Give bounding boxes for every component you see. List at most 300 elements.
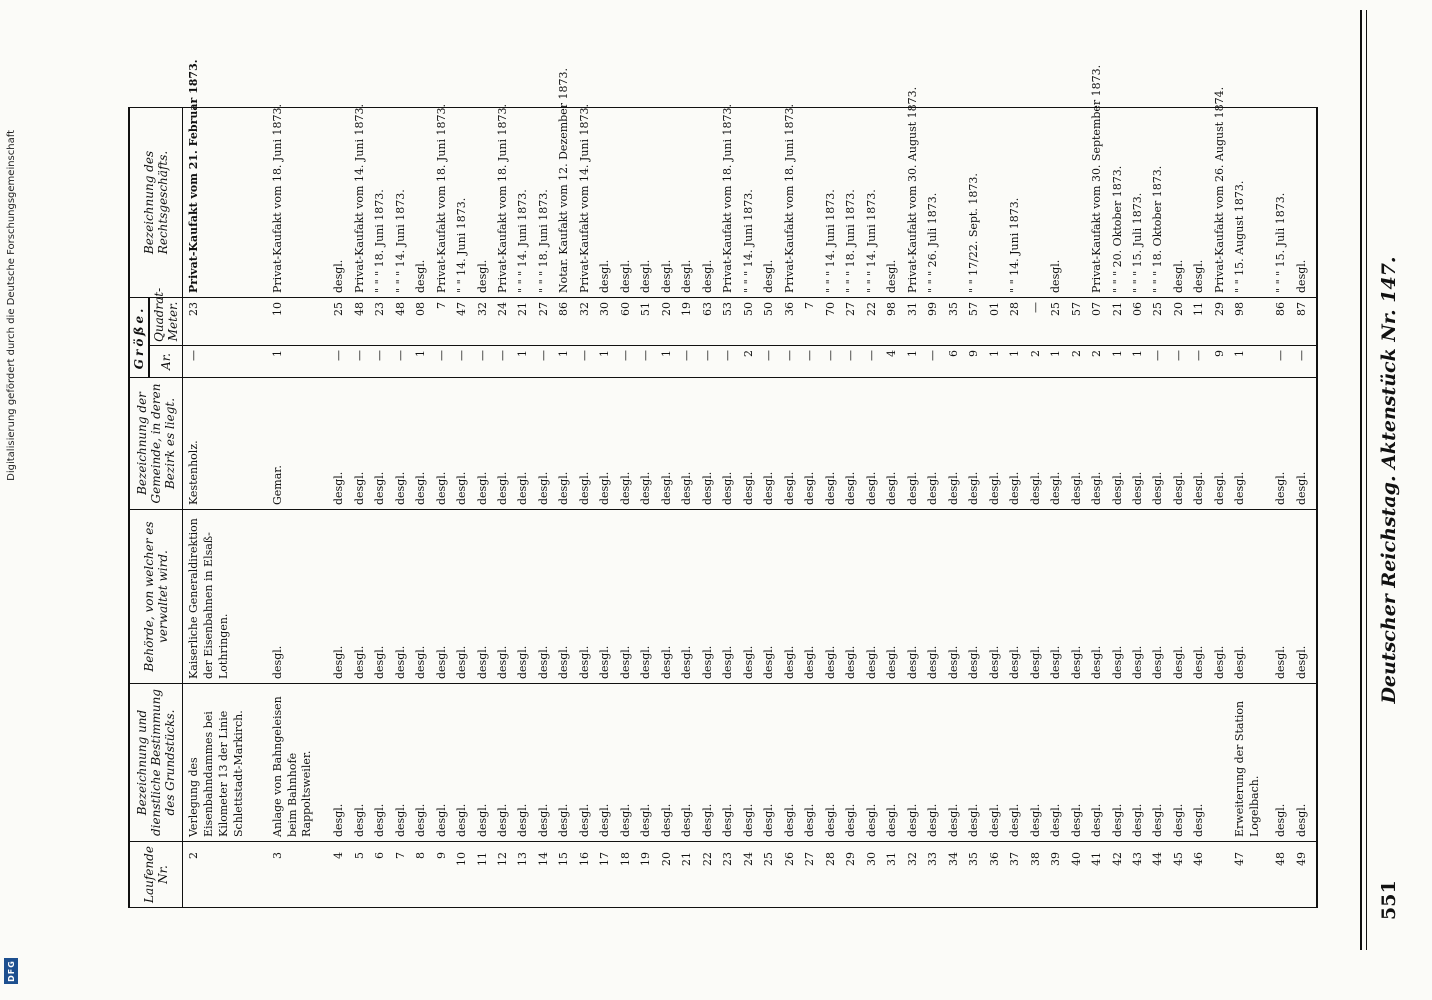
cell-ar: — (844, 346, 864, 378)
cell-behoerde: desgl. (1070, 510, 1090, 684)
table-row (557, 107, 577, 907)
cell-quadratmeter: 11 (1192, 297, 1212, 345)
cell-nr: 26 (783, 842, 803, 908)
cell-nr: 9 (435, 842, 455, 908)
cell-bezeichnung: desgl. (1070, 684, 1090, 842)
cell-quadratmeter: 98 (1233, 297, 1274, 345)
cell-quadratmeter: 25 (1049, 297, 1069, 345)
cell-quadratmeter: 20 (660, 297, 680, 345)
cell-ar: 2 (742, 346, 762, 378)
cell-gemeinde: desgl. (885, 378, 905, 510)
cell-nr: 31 (885, 842, 905, 908)
cell-rechtsgeschaeft: Privat-Kaufakt vom 18. Juni 1873. (435, 107, 455, 297)
cell-behoerde: Kaiserliche Generaldirektion der Eisenbahnen in Elsaß-Lothringen. (183, 510, 271, 684)
cell-rechtsgeschaeft: desgl. (619, 107, 639, 297)
cell-rechtsgeschaeft: " " " 14. Juni 1873. (516, 107, 536, 297)
cell-rechtsgeschaeft (803, 107, 823, 297)
cell-rechtsgeschaeft: desgl. (680, 107, 700, 297)
cell-rechtsgeschaeft (1029, 107, 1049, 297)
table-row (455, 107, 475, 907)
cell-quadratmeter: 21 (1111, 297, 1131, 345)
cell-nr: 16 (578, 842, 598, 908)
cell-bezeichnung: desgl. (1049, 684, 1069, 842)
cell-ar: — (476, 346, 496, 378)
cell-rechtsgeschaeft: desgl. (476, 107, 496, 297)
cell-quadratmeter: 20 (1172, 297, 1192, 345)
running-head (1372, 10, 1412, 950)
cell-rechtsgeschaeft: desgl. (1295, 107, 1317, 297)
table-row (435, 107, 455, 907)
cell-ar: — (701, 346, 721, 378)
cell-nr: 27 (803, 842, 823, 908)
cell-nr: 39 (1049, 842, 1069, 908)
cell-rechtsgeschaeft: " " 17/22. Sept. 1873. (967, 107, 987, 297)
table-row (721, 107, 741, 907)
cell-behoerde: desgl. (1029, 510, 1049, 684)
cell-gemeinde: desgl. (435, 378, 455, 510)
cell-ar: 1 (414, 346, 434, 378)
cell-rechtsgeschaeft: desgl. (332, 107, 352, 297)
cell-rechtsgeschaeft: " " " 26. Juli 1873. (926, 107, 946, 297)
cell-nr: 19 (639, 842, 659, 908)
cell-ar: — (926, 346, 946, 378)
table-row (803, 107, 823, 907)
cell-bezeichnung: desgl. (783, 684, 803, 842)
cell-rechtsgeschaeft: " " 14. Juni 1873. (455, 107, 475, 297)
cell-bezeichnung: desgl. (947, 684, 967, 842)
cell-gemeinde: desgl. (394, 378, 414, 510)
cell-ar: — (824, 346, 844, 378)
cell-quadratmeter: 50 (762, 297, 782, 345)
cell-quadratmeter: 98 (885, 297, 905, 345)
cell-gemeinde: desgl. (803, 378, 823, 510)
cell-ar: — (353, 346, 373, 378)
cell-ar: — (183, 346, 271, 378)
header-quadratmeter: Quadrat-Meter. (149, 297, 183, 345)
cell-behoerde: desgl. (1295, 510, 1317, 684)
cell-gemeinde: desgl. (496, 378, 516, 510)
cell-behoerde: desgl. (435, 510, 455, 684)
cell-ar: 1 (1233, 346, 1274, 378)
cell-gemeinde: desgl. (1070, 378, 1090, 510)
cell-behoerde: desgl. (537, 510, 557, 684)
cell-behoerde: desgl. (1151, 510, 1171, 684)
table-row (1151, 107, 1171, 907)
cell-gemeinde: desgl. (947, 378, 967, 510)
cell-quadratmeter: 30 (598, 297, 618, 345)
cell-ar: 1 (1008, 346, 1028, 378)
cell-bezeichnung: desgl. (1008, 684, 1028, 842)
cell-nr: 46 (1192, 842, 1212, 908)
cell-nr: 43 (1131, 842, 1151, 908)
cell-gemeinde: desgl. (1192, 378, 1212, 510)
table-body (183, 59, 1318, 907)
cell-quadratmeter: 51 (639, 297, 659, 345)
cell-ar: 1 (906, 346, 926, 378)
cell-gemeinde: desgl. (1131, 378, 1151, 510)
cell-rechtsgeschaeft: Privat-Kaufakt vom 30. August 1873. (906, 107, 926, 297)
cell-bezeichnung: desgl. (496, 684, 516, 842)
cell-rechtsgeschaeft: " " 14. Juni 1873. (1008, 107, 1028, 297)
cell-behoerde: desgl. (1008, 510, 1028, 684)
cell-gemeinde: desgl. (557, 378, 577, 510)
header-gemeinde: Bezeichnung der Gemeinde, in deren Bezirk es liegt. (129, 378, 183, 510)
cell-ar: 1 (516, 346, 536, 378)
cell-ar: 4 (885, 346, 905, 378)
cell-nr: 21 (680, 842, 700, 908)
cell-nr: 40 (1070, 842, 1090, 908)
cell-bezeichnung: Verlegung des Eisenbahndammes bei Kilometer 13 der Linie Schlettstadt-Markirch. (183, 684, 271, 842)
cell-gemeinde: desgl. (1274, 378, 1294, 510)
cell-gemeinde: desgl. (1295, 378, 1317, 510)
cell-bezeichnung: desgl. (721, 684, 741, 842)
table-row (1131, 107, 1151, 907)
cell-bezeichnung: desgl. (435, 684, 455, 842)
cell-rechtsgeschaeft: Privat-Kaufakt vom 18. Juni 1873. (496, 107, 516, 297)
cell-ar: — (455, 346, 475, 378)
cell-behoerde: desgl. (578, 510, 598, 684)
cell-quadratmeter: 29 (1213, 297, 1233, 345)
cell-bezeichnung: desgl. (762, 684, 782, 842)
cell-gemeinde: desgl. (1151, 378, 1171, 510)
cell-gemeinde: desgl. (598, 378, 618, 510)
table-row (885, 107, 905, 907)
cell-bezeichnung: desgl. (926, 684, 946, 842)
cell-nr: 34 (947, 842, 967, 908)
cell-gemeinde: desgl. (1172, 378, 1192, 510)
cell-bezeichnung: desgl. (639, 684, 659, 842)
cell-gemeinde: desgl. (844, 378, 864, 510)
cell-gemeinde: desgl. (578, 378, 598, 510)
cell-nr: 38 (1029, 842, 1049, 908)
cell-nr: 37 (1008, 842, 1028, 908)
cell-ar: — (721, 346, 741, 378)
table-row (1111, 107, 1131, 907)
cell-behoerde: desgl. (1274, 510, 1294, 684)
cell-nr: 35 (967, 842, 987, 908)
cell-behoerde: desgl. (639, 510, 659, 684)
cell-ar: — (496, 346, 516, 378)
table-row (660, 107, 680, 907)
table-row (516, 107, 536, 907)
cell-behoerde: desgl. (1172, 510, 1192, 684)
cell-behoerde: desgl. (762, 510, 782, 684)
cell-bezeichnung: desgl. (865, 684, 885, 842)
cell-rechtsgeschaeft: " " " 15. Juli 1873. (1274, 107, 1294, 297)
cell-behoerde: desgl. (455, 510, 475, 684)
table-row (1274, 107, 1294, 907)
header-rule (1360, 10, 1362, 950)
cell-gemeinde: desgl. (639, 378, 659, 510)
cell-ar: — (1192, 346, 1212, 378)
cell-quadratmeter: 28 (1008, 297, 1028, 345)
cell-rechtsgeschaeft: Privat-Kaufakt vom 30. September 1873. (1090, 107, 1110, 297)
cell-nr: 5 (353, 842, 373, 908)
table-row (1233, 107, 1274, 907)
cell-ar: — (803, 346, 823, 378)
cell-rechtsgeschaeft: Privat-Kaufakt vom 26. August 1874. (1213, 107, 1233, 297)
table-row (1090, 107, 1110, 907)
cell-quadratmeter: 31 (906, 297, 926, 345)
table-row (414, 107, 434, 907)
cell-behoerde: desgl. (844, 510, 864, 684)
cell-nr: 2 (183, 842, 271, 908)
cell-bezeichnung: desgl. (598, 684, 618, 842)
cell-gemeinde: desgl. (988, 378, 1008, 510)
table-row (476, 107, 496, 907)
cell-quadratmeter: 27 (844, 297, 864, 345)
cell-behoerde: desgl. (557, 510, 577, 684)
cell-nr: 29 (844, 842, 864, 908)
cell-quadratmeter: 47 (455, 297, 475, 345)
cell-quadratmeter: 22 (865, 297, 885, 345)
cell-ar: — (332, 346, 352, 378)
cell-bezeichnung: Erweiterung der Station Logelbach. (1233, 684, 1274, 842)
cell-behoerde: desgl. (742, 510, 762, 684)
cell-nr: 8 (414, 842, 434, 908)
cell-rechtsgeschaeft: desgl. (762, 107, 782, 297)
cell-ar: — (639, 346, 659, 378)
cell-nr: 7 (394, 842, 414, 908)
cell-nr: 10 (455, 842, 475, 908)
table-row (1295, 107, 1317, 907)
cell-rechtsgeschaeft: " " " 14. Juni 1873. (824, 107, 844, 297)
table-row (332, 107, 352, 907)
cell-bezeichnung: Anlage von Bahngeleisen beim Bahnhofe Rappoltsweiler. (271, 684, 332, 842)
cell-nr: 36 (988, 842, 1008, 908)
cell-nr: 48 (1274, 842, 1294, 908)
cell-ar: — (1151, 346, 1171, 378)
cell-bezeichnung: desgl. (332, 684, 352, 842)
cell-gemeinde: desgl. (783, 378, 803, 510)
cell-behoerde: desgl. (885, 510, 905, 684)
dfg-logo: DFG (4, 958, 18, 984)
cell-quadratmeter: 86 (557, 297, 577, 345)
cell-bezeichnung: desgl. (1131, 684, 1151, 842)
table-row (926, 107, 946, 907)
cell-behoerde: desgl. (516, 510, 536, 684)
cell-rechtsgeschaeft: desgl. (1049, 107, 1069, 297)
header-rechtsgeschaeft: Bezeichnung des Rechtsgeschäfts. (129, 107, 183, 297)
cell-gemeinde: desgl. (1090, 378, 1110, 510)
cell-gemeinde: desgl. (373, 378, 393, 510)
table-row (783, 107, 803, 907)
cell-nr: 44 (1151, 842, 1171, 908)
table-row (183, 107, 271, 907)
table-row (947, 107, 967, 907)
table-row (742, 107, 762, 907)
cell-quadratmeter: 23 (183, 297, 271, 345)
cell-rechtsgeschaeft: " " " 20. Oktober 1873. (1111, 107, 1131, 297)
cell-rechtsgeschaeft (988, 107, 1008, 297)
cell-nr: 23 (721, 842, 741, 908)
cell-ar: — (619, 346, 639, 378)
cell-ar: — (394, 346, 414, 378)
cell-rechtsgeschaeft: desgl. (885, 107, 905, 297)
cell-nr: 22 (701, 842, 721, 908)
cell-bezeichnung: desgl. (742, 684, 762, 842)
cell-bezeichnung: desgl. (578, 684, 598, 842)
table-row (988, 107, 1008, 907)
cell-quadratmeter: 86 (1274, 297, 1294, 345)
cell-bezeichnung: desgl. (414, 684, 434, 842)
cell-bezeichnung: desgl. (353, 684, 373, 842)
cell-quadratmeter: 87 (1295, 297, 1317, 345)
cell-quadratmeter: 19 (680, 297, 700, 345)
digitization-note (0, 0, 22, 1000)
cell-rechtsgeschaeft: desgl. (639, 107, 659, 297)
cell-ar: — (578, 346, 598, 378)
cell-bezeichnung: desgl. (1029, 684, 1049, 842)
cell-behoerde: desgl. (598, 510, 618, 684)
cell-ar: — (373, 346, 393, 378)
cell-bezeichnung: desgl. (476, 684, 496, 842)
cell-gemeinde: desgl. (926, 378, 946, 510)
cell-quadratmeter: 25 (332, 297, 352, 345)
cell-rechtsgeschaeft: " " " 18. Oktober 1873. (1151, 107, 1171, 297)
cell-quadratmeter: 08 (414, 297, 434, 345)
cell-behoerde: desgl. (988, 510, 1008, 684)
cell-bezeichnung: desgl. (373, 684, 393, 842)
cell-rechtsgeschaeft: " " " 14. Juni 1873. (394, 107, 414, 297)
cell-gemeinde: desgl. (660, 378, 680, 510)
table-row (1029, 107, 1049, 907)
cell-bezeichnung: desgl. (1111, 684, 1131, 842)
cell-ar: 1 (988, 346, 1008, 378)
cell-rechtsgeschaeft: " " " 14. Juni 1873. (865, 107, 885, 297)
table-row (578, 107, 598, 907)
cell-quadratmeter: 7 (435, 297, 455, 345)
cell-rechtsgeschaeft: " " " 18. Juni 1873. (373, 107, 393, 297)
cell-ar: 2 (1070, 346, 1090, 378)
header-behoerde: Behörde, von welcher es verwaltet wird. (129, 510, 183, 684)
cell-nr: 18 (619, 842, 639, 908)
cell-ar: — (537, 346, 557, 378)
cell-nr: 24 (742, 842, 762, 908)
cell-nr: 17 (598, 842, 618, 908)
cell-ar: — (865, 346, 885, 378)
cell-rechtsgeschaeft: desgl. (1192, 107, 1212, 297)
cell-quadratmeter: 50 (742, 297, 762, 345)
table-row (1008, 107, 1028, 907)
cell-bezeichnung: desgl. (516, 684, 536, 842)
cell-ar: 2 (1029, 346, 1049, 378)
cell-bezeichnung (1213, 684, 1233, 842)
cell-behoerde: desgl. (476, 510, 496, 684)
cell-quadratmeter: 57 (1070, 297, 1090, 345)
cell-nr: 30 (865, 842, 885, 908)
cell-bezeichnung: desgl. (1274, 684, 1294, 842)
cell-gemeinde: desgl. (332, 378, 352, 510)
cell-gemeinde: desgl. (476, 378, 496, 510)
cell-bezeichnung: desgl. (701, 684, 721, 842)
cell-nr: 28 (824, 842, 844, 908)
cell-ar: — (762, 346, 782, 378)
table-row (1172, 107, 1192, 907)
cell-bezeichnung: desgl. (824, 684, 844, 842)
table-row (598, 107, 618, 907)
cell-gemeinde: Kestenholz. (183, 378, 271, 510)
cell-gemeinde: desgl. (1049, 378, 1069, 510)
cell-gemeinde: desgl. (967, 378, 987, 510)
cell-rechtsgeschaeft: Privat-Kaufakt vom 14. Juni 1873. (353, 107, 373, 297)
cell-quadratmeter: 35 (947, 297, 967, 345)
cell-gemeinde: desgl. (1008, 378, 1028, 510)
cell-gemeinde: desgl. (742, 378, 762, 510)
cell-ar: 1 (598, 346, 618, 378)
cell-quadratmeter: 7 (803, 297, 823, 345)
cell-quadratmeter: 63 (701, 297, 721, 345)
cell-gemeinde: desgl. (414, 378, 434, 510)
table-row (639, 107, 659, 907)
cell-behoerde: desgl. (1192, 510, 1212, 684)
cell-ar: 6 (947, 346, 967, 378)
cell-behoerde: desgl. (783, 510, 803, 684)
cell-gemeinde: desgl. (824, 378, 844, 510)
cell-nr: 11 (476, 842, 496, 908)
cell-behoerde: desgl. (680, 510, 700, 684)
running-head-title: Deutscher Reichstag. Aktenstück Nr. 147. (1378, 256, 1400, 704)
cell-quadratmeter: 60 (619, 297, 639, 345)
cell-ar: 9 (1213, 346, 1233, 378)
header-nr: Laufende Nr. (129, 842, 183, 908)
cell-behoerde: desgl. (926, 510, 946, 684)
cell-nr: 14 (537, 842, 557, 908)
cell-ar: 1 (1049, 346, 1069, 378)
cell-ar: 1 (660, 346, 680, 378)
cell-behoerde: desgl. (1111, 510, 1131, 684)
cell-gemeinde: desgl. (701, 378, 721, 510)
table-row (1049, 107, 1069, 907)
cell-quadratmeter: 70 (824, 297, 844, 345)
cell-gemeinde: desgl. (1213, 378, 1233, 510)
cell-behoerde: desgl. (373, 510, 393, 684)
cell-bezeichnung: desgl. (1172, 684, 1192, 842)
table-row (865, 107, 885, 907)
cell-bezeichnung: desgl. (1151, 684, 1171, 842)
cell-behoerde: desgl. (701, 510, 721, 684)
cell-behoerde: desgl. (824, 510, 844, 684)
cell-ar: 1 (557, 346, 577, 378)
table-row (680, 107, 700, 907)
cell-quadratmeter: 53 (721, 297, 741, 345)
cell-behoerde: desgl. (1090, 510, 1110, 684)
cell-quadratmeter: — (1029, 297, 1049, 345)
cell-bezeichnung: desgl. (394, 684, 414, 842)
cell-behoerde: desgl. (660, 510, 680, 684)
cell-ar: 9 (967, 346, 987, 378)
cell-nr: 25 (762, 842, 782, 908)
cell-rechtsgeschaeft: desgl. (660, 107, 680, 297)
table-row (271, 107, 332, 907)
cell-nr: 49 (1295, 842, 1317, 908)
cell-nr: 42 (1111, 842, 1131, 908)
cell-nr: 3 (271, 842, 332, 908)
digitization-note-text: Digitalisierung gefördert durch die Deutsche Forschungsgemeinschaft (5, 130, 17, 481)
cell-quadratmeter: 25 (1151, 297, 1171, 345)
cell-behoerde: desgl. (865, 510, 885, 684)
table-row (537, 107, 557, 907)
cell-rechtsgeschaeft: Privat-Kaufakt vom 18. Juni 1873. (783, 107, 803, 297)
cell-bezeichnung: desgl. (906, 684, 926, 842)
cell-bezeichnung: desgl. (537, 684, 557, 842)
cell-rechtsgeschaeft: Notar. Kaufakt vom 12. Dezember 1873. (557, 107, 577, 297)
cell-quadratmeter: 10 (271, 297, 332, 345)
cell-behoerde: desgl. (1233, 510, 1274, 684)
cell-quadratmeter: 07 (1090, 297, 1110, 345)
cell-rechtsgeschaeft: Privat-Kaufakt vom 18. Juni 1873. (271, 107, 332, 297)
cell-nr: 45 (1172, 842, 1192, 908)
